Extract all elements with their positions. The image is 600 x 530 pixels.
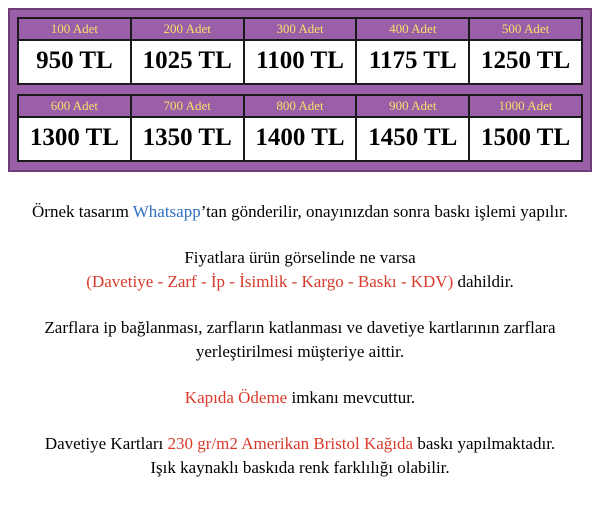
note-whatsapp (12, 200, 588, 224)
note-highlight-included-items: (Davetiye - Zarf - İp - İsimlik - Kargo - Baskı - KDV) (86, 272, 454, 291)
price-row (17, 17, 583, 85)
note-text: Zarflara ip bağlanması, zarfların katlanması ve davetiye kartlarının zarflara (44, 318, 556, 337)
price-value: 1100 TL (256, 47, 344, 74)
price-row (17, 94, 583, 162)
price-cell[interactable] (470, 19, 581, 83)
pricing-table-panel (8, 8, 592, 172)
price-value: 1025 TL (142, 47, 232, 74)
note-included (12, 246, 588, 294)
quantity-label: 400 Adet (357, 19, 468, 41)
price-value: 1175 TL (368, 47, 457, 74)
note-highlight-paper: 230 gr/m2 Amerikan Bristol Kağıda (167, 434, 414, 453)
note-paper (12, 432, 588, 480)
price-cell[interactable] (357, 19, 470, 83)
quantity-label: 600 Adet (19, 96, 130, 118)
price-value: 1500 TL (481, 124, 571, 151)
price-cell[interactable] (19, 19, 132, 83)
price-cell[interactable] (245, 96, 358, 160)
price-cell[interactable] (132, 19, 245, 83)
price-value: 1450 TL (368, 124, 458, 151)
price-value: 1300 TL (29, 124, 119, 151)
price-cell[interactable] (470, 96, 581, 160)
price-cell[interactable] (19, 96, 132, 160)
note-customer-responsibility (12, 316, 588, 364)
price-cell[interactable] (357, 96, 470, 160)
price-cell[interactable] (245, 19, 358, 83)
quantity-label: 900 Adet (357, 96, 468, 118)
price-value: 1400 TL (255, 124, 345, 151)
quantity-label: 200 Adet (132, 19, 243, 41)
note-text: Işık kaynaklı baskıda renk farklılığı olabilir. (150, 458, 450, 477)
note-text: ’tan gönderilir, onayınızdan sonra baskı işlemi yapılır. (200, 202, 568, 221)
note-highlight-whatsapp: Whatsapp (132, 202, 201, 221)
note-text: baskı yapılmaktadır. (413, 434, 556, 453)
quantity-label: 800 Adet (245, 96, 356, 118)
note-text: dahildir. (453, 272, 514, 291)
note-text: Fiyatlara ürün görselinde ne varsa (184, 248, 416, 267)
price-value: 1350 TL (142, 124, 232, 151)
quantity-label: 700 Adet (132, 96, 243, 118)
quantity-label: 1000 Adet (470, 96, 581, 118)
notes-section (0, 172, 600, 480)
price-cell[interactable] (132, 96, 245, 160)
note-payment (12, 386, 588, 410)
note-text: Davetiye Kartları (44, 434, 168, 453)
quantity-label: 500 Adet (470, 19, 581, 41)
note-text: Örnek tasarım (32, 202, 133, 221)
price-value: 950 TL (36, 47, 113, 74)
quantity-label: 100 Adet (19, 19, 130, 41)
note-highlight-payment: Kapıda Ödeme (184, 388, 288, 407)
price-value: 1250 TL (481, 47, 571, 74)
note-text: yerleştirilmesi müşteriye aittir. (195, 342, 405, 361)
quantity-label: 300 Adet (245, 19, 356, 41)
note-text: imkanı mevcuttur. (287, 388, 416, 407)
